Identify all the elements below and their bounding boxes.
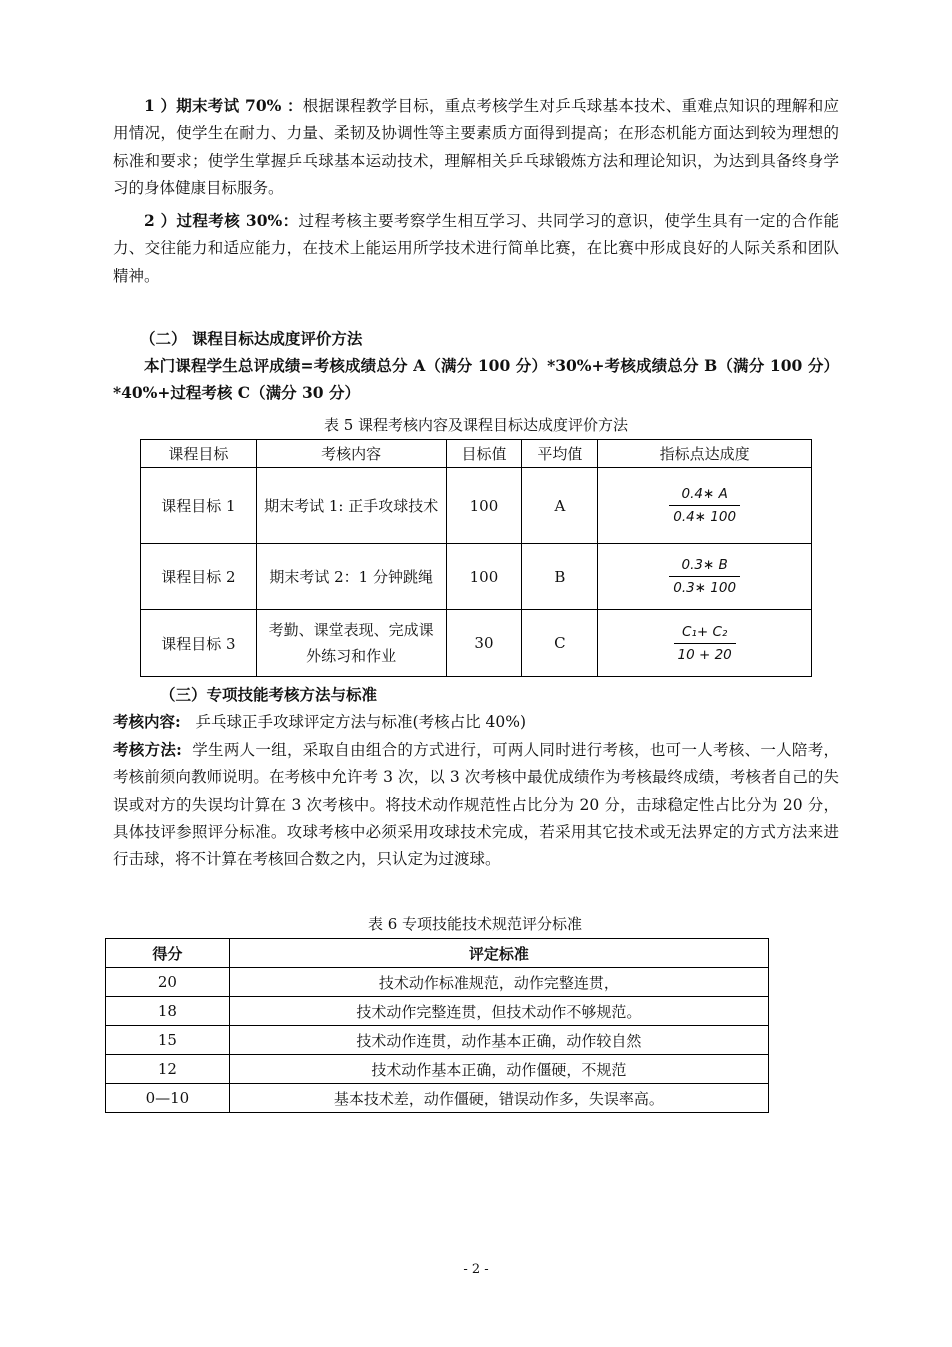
table6-header-score: 得分 (106, 939, 230, 968)
table-row (106, 997, 769, 1026)
final-exam-paragraph (113, 92, 839, 202)
goal-cell: 课程目标 3 (141, 610, 257, 677)
table5-header-row (141, 440, 812, 468)
assessment-content-line (113, 708, 839, 736)
content-cell: 期末考试 2：1 分钟跳绳 (256, 544, 446, 610)
table5-header-content: 考核内容 (256, 440, 446, 468)
table-row (141, 610, 812, 677)
criteria-cell: 技术动作完整连贯，但技术动作不够规范。 (229, 997, 768, 1026)
target-cell: 30 (446, 610, 522, 677)
table6 (105, 938, 769, 1113)
criteria-cell: 技术动作基本正确，动作僵硬，不规范 (229, 1055, 768, 1084)
fraction-denominator: 0.4∗ 100 (673, 509, 737, 525)
table-row (106, 1055, 769, 1084)
table5-caption: 表 5 课程考核内容及课程目标达成度评价方法 (323, 416, 629, 434)
content-cell: 期末考试 1: 正手攻球技术 (256, 468, 446, 544)
achievement-cell (598, 610, 812, 677)
criteria-cell: 基本技术差，动作僵硬，错误动作多，失误率高。 (229, 1084, 768, 1113)
table5-header-achievement: 指标点达成度 (598, 440, 812, 468)
table5-header-average: 平均值 (522, 440, 598, 468)
average-cell: A (522, 468, 598, 544)
table-row (106, 968, 769, 997)
fraction-numerator: C₁+ C₂ (674, 624, 736, 644)
assessment-content-text: 乒乓球正手攻球评定方法与标准(考核占比 40%) (195, 713, 526, 731)
process-assessment-text: 过程考核主要考察学生相互学习、共同学习的意识，使学生具有一定的合作能力、交往能力和适应能力，在技术上能运用所学技术进行简单比赛，在比赛中形成良好的人际关系和团队精神。 (113, 212, 839, 285)
score-cell: 15 (106, 1026, 230, 1055)
table-row (106, 1084, 769, 1113)
average-cell: C (522, 610, 598, 677)
target-cell: 100 (446, 468, 522, 544)
total-score-formula: 本门课程学生总评成绩=考核成绩总分 A（满分 100 分）*30%+考核成绩总分 B（满分 100 分）*40%+过程考核 C（满分 30 分） (113, 356, 839, 403)
page-number: - 2 - (463, 1262, 489, 1277)
table5-header-target: 目标值 (446, 440, 522, 468)
table-row (106, 1026, 769, 1055)
goal-cell: 课程目标 1 (141, 468, 257, 544)
assessment-content-label: 考核内容: (113, 712, 181, 731)
table-row (141, 544, 812, 610)
assessment-method-label: 考核方法: (113, 740, 182, 759)
table6-header-criteria: 评定标准 (229, 939, 768, 968)
process-assessment-label: 2 ）过程考核 30%： (144, 211, 299, 230)
goal-cell: 课程目标 2 (141, 544, 257, 610)
score-cell: 12 (106, 1055, 230, 1084)
assessment-method-paragraph (113, 736, 839, 873)
achievement-fraction (669, 557, 740, 596)
process-assessment-paragraph (113, 207, 839, 290)
table6-header-row (106, 939, 769, 968)
table-row (141, 468, 812, 544)
content-cell: 考勤、课堂表现、完成课外练习和作业 (256, 610, 446, 677)
final-exam-text: 根据课程教学目标，重点考核学生对乒乓球基本技术、重难点知识的理解和应用情况，使学生在耐力、力量、柔韧及协调性等主要素质方面得到提高；在形态机能方面达到较为理想的标准和要求；使学生掌握乒乓球基本运动技术，理解相关乒乓球锻炼方法和理论知识，为达到具备终身学习的身体健康目标服务。 (113, 97, 839, 197)
table6-caption: 表 6 专项技能技术规范评分标准 (367, 915, 583, 933)
achievement-fraction (674, 624, 736, 663)
table5-header-goal: 课程目标 (141, 440, 257, 468)
fraction-numerator: 0.3∗ B (669, 557, 740, 577)
achievement-cell (598, 544, 812, 610)
fraction-denominator: 10 + 20 (677, 646, 732, 663)
score-cell: 20 (106, 968, 230, 997)
assessment-method-text: 学生两人一组，采取自由组合的方式进行，可两人同时进行考核，也可一人考核、一人陪考，考核前须向教师说明。在考核中允许考 3 次，以 3 次考核中最优成绩作为考核最终成绩，考核者自己的失误或对方的失误均计算在 3 次考核中。将技术动作规范性占比分为 20 分，击球稳定性占比分为 20 分，具体技评参照评分标准。攻球考核中必须采用攻球技术完成，若采用其它技术或无法界定的方式方法来进行击球，将不计算在考核回合数之内，只认定为过渡球。 (113, 741, 839, 869)
average-cell: B (522, 544, 598, 610)
score-cell: 18 (106, 997, 230, 1026)
section3-heading: （三）专项技能考核方法与标准 (160, 685, 378, 704)
achievement-cell (598, 468, 812, 544)
table5 (140, 439, 812, 677)
criteria-cell: 技术动作标准规范，动作完整连贯， (229, 968, 768, 997)
fraction-denominator: 0.3∗ 100 (673, 580, 737, 596)
section2-heading: （二） 课程目标达成度评价方法 (140, 329, 363, 348)
score-cell: 0—10 (106, 1084, 230, 1113)
final-exam-label: 1 ）期末考试 70% ： (144, 96, 303, 115)
fraction-numerator: 0.4∗ A (669, 486, 740, 506)
achievement-fraction (669, 486, 740, 525)
criteria-cell: 技术动作连贯，动作基本正确，动作较自然 (229, 1026, 768, 1055)
target-cell: 100 (446, 544, 522, 610)
